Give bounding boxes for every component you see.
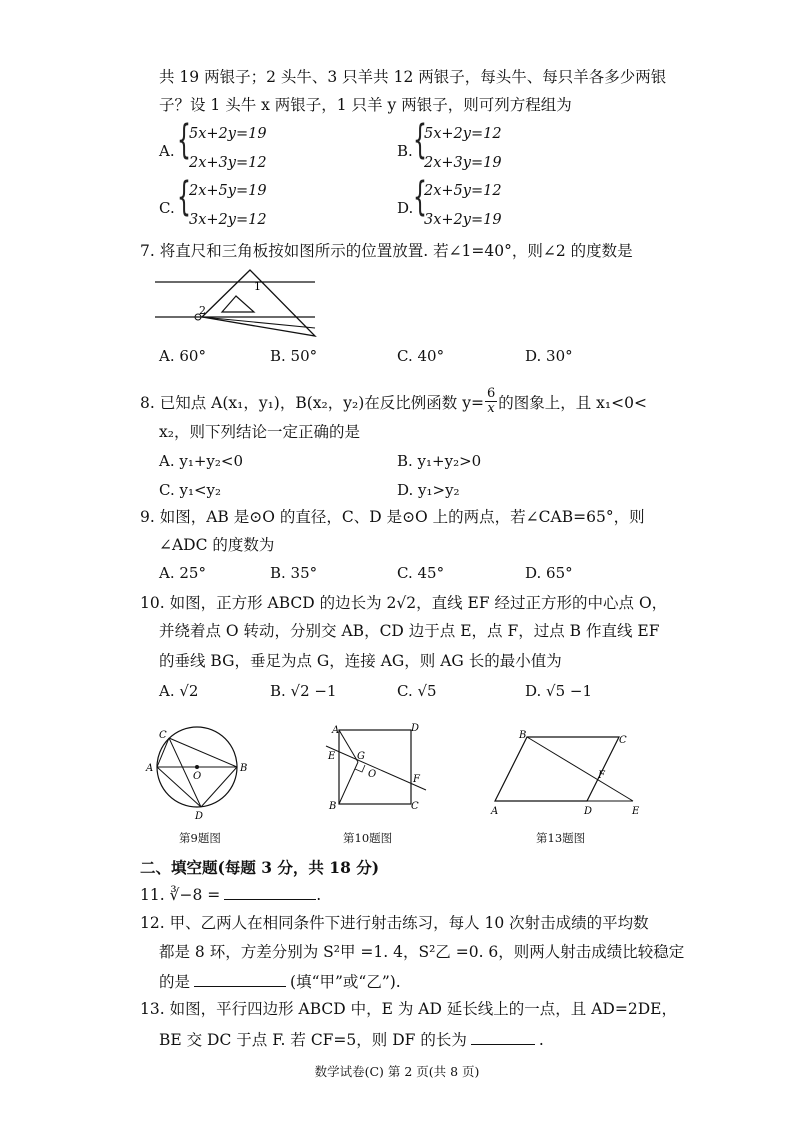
- label-d: D: [411, 723, 420, 734]
- q11-line: [140, 886, 321, 904]
- q9-line1: 9. 如图，AB 是⊙O 的直径，C、D 是⊙O 上的两点，若∠CAB=65°，则: [140, 508, 645, 526]
- label-c: C: [411, 801, 419, 812]
- q7-text: 7. 将直尺和三角板按如图所示的位置放置. 若∠1=40°，则∠2 的度数是: [140, 242, 633, 260]
- q11-prefix: 11.: [140, 886, 165, 904]
- q13-line2-start: BE 交 DC 于点 F. 若 CF=5，则 DF 的长为: [159, 1031, 467, 1049]
- square-abcd: [339, 730, 411, 804]
- equation-2: 2x+3y=19: [424, 155, 502, 171]
- label-f: F: [598, 770, 605, 781]
- inner-triangle: [222, 296, 254, 312]
- equation-2: 3x+2y=12: [189, 212, 267, 228]
- center-point: [195, 765, 199, 769]
- option-label: C.: [159, 199, 175, 217]
- q13-line2: [159, 1031, 544, 1049]
- equation-2: 2x+3y=12: [189, 155, 267, 171]
- equation-1: 5x+2y=12: [424, 126, 502, 142]
- fig9-caption: 第9题图: [179, 831, 221, 845]
- q13-answer-blank[interactable]: [471, 1031, 535, 1045]
- angle-2-label: 2: [199, 304, 206, 317]
- q12-line3-start: 的是: [159, 973, 191, 991]
- q6-line1: 共 19 两银子；2 头牛、3 只羊共 12 两银子，每头牛、每只羊各多少两银: [159, 68, 667, 86]
- q10-option-c: C. √5: [397, 682, 437, 700]
- label-e: E: [632, 806, 640, 817]
- label-b: B: [519, 730, 527, 741]
- parallelogram-abcd: [495, 737, 619, 801]
- label-b: B: [240, 763, 248, 774]
- q12-line1: 12. 甲、乙两人在相同条件下进行射击练习，每人 10 次射击成绩的平均数: [140, 914, 649, 932]
- section2-title: 二、填空题(每题 3 分，共 18 分): [140, 858, 380, 877]
- segment-bg: [339, 762, 358, 804]
- q10-line2: 并绕着点 O 转动，分别交 AB，CD 边于点 E，点 F，过点 B 作直线 EF: [159, 622, 660, 640]
- q8-text-b: 的图象上，且 x₁<0<: [498, 393, 647, 412]
- q8-line1: [140, 386, 647, 419]
- label-d: D: [195, 811, 204, 821]
- label-c: C: [159, 730, 167, 741]
- label-a: A: [491, 806, 499, 817]
- q10-option-d: D. √5 −1: [525, 682, 593, 700]
- angle-1-label: 1: [254, 280, 261, 293]
- q8-option-d: D. y₁>y₂: [397, 481, 460, 499]
- equation-1: 2x+5y=12: [424, 183, 502, 199]
- q11-suffix: .: [316, 886, 322, 904]
- q10-option-a: A. √2: [159, 682, 199, 700]
- equation-1: 2x+5y=19: [189, 183, 267, 199]
- q8-fraction: [485, 387, 497, 417]
- fraction-numerator: 6: [486, 386, 496, 401]
- label-o: O: [368, 769, 377, 780]
- label-o: O: [193, 771, 202, 782]
- label-d: D: [584, 806, 593, 817]
- label-a: A: [332, 725, 340, 736]
- q8-option-c: C. y₁<y₂: [159, 481, 222, 499]
- option-label: A.: [159, 142, 175, 160]
- q9-option-a: A. 25°: [159, 564, 206, 582]
- q9-option-d: D. 65°: [525, 564, 573, 582]
- segment-be: [527, 737, 633, 801]
- fraction-denominator: x: [487, 401, 495, 417]
- q10-line3: 的垂线 BG，垂足为点 G，连接 AG，则 AG 长的最小值为: [159, 652, 562, 670]
- q13-line2-end: .: [538, 1031, 544, 1049]
- option-label: D.: [397, 199, 414, 217]
- q7-option-c: C. 40°: [397, 347, 445, 365]
- q7-option-b: B. 50°: [270, 347, 318, 365]
- q11-expression: ∛−8 =: [169, 886, 221, 904]
- segment-cb: [169, 738, 237, 767]
- q7-option-d: D. 30°: [525, 347, 573, 365]
- q7-option-a: A. 60°: [159, 347, 206, 365]
- page-footer: 数学试卷(C) 第 2 页(共 8 页): [314, 1064, 480, 1079]
- q10-line1: 10. 如图，正方形 ABCD 的边长为 2√2，直线 EF 经过正方形的中心点 O，: [140, 594, 668, 612]
- q8-line2: x₂，则下列结论一定正确的是: [159, 423, 360, 441]
- q9-option-c: C. 45°: [397, 564, 445, 582]
- q7-ruler-triangle-figure: [150, 266, 320, 342]
- fig10-caption: 第10题图: [343, 831, 393, 845]
- q12-answer-blank[interactable]: [194, 973, 286, 987]
- q12-line3: [159, 973, 401, 991]
- q8-option-b: B. y₁+y₂>0: [397, 452, 482, 470]
- segment-ag: [339, 730, 358, 762]
- q9-option-b: B. 35°: [270, 564, 318, 582]
- label-e: E: [328, 751, 336, 762]
- q11-answer-blank[interactable]: [224, 886, 316, 900]
- equation-2: 3x+2y=19: [424, 212, 502, 228]
- q10-option-b: B. √2 −1: [270, 682, 337, 700]
- q12-line2: 都是 8 环，方差分别为 S²甲 =1. 4，S²乙 =0. 6，则两人射击成绩比较稳定: [159, 943, 685, 961]
- q6-line2: 子？设 1 头牛 x 两银子，1 只羊 y 两银子，则可列方程组为: [159, 96, 572, 114]
- segment-ac: [157, 738, 169, 767]
- q9-line2: ∠ADC 的度数为: [159, 536, 275, 554]
- q13-line1: 13. 如图，平行四边形 ABCD 中，E 为 AD 延长线上的一点，且 AD=2DE，: [140, 1000, 677, 1018]
- label-c: C: [619, 735, 627, 746]
- option-label: B.: [397, 142, 413, 160]
- fig13-caption: 第13题图: [536, 831, 586, 845]
- fig9-circle-figure: [144, 725, 254, 821]
- q8-text-a: 8. 已知点 A(x₁，y₁)，B(x₂，y₂)在反比例函数 y=: [140, 393, 484, 412]
- equation-1: 5x+2y=19: [189, 126, 267, 142]
- label-f: F: [413, 774, 420, 785]
- label-a: A: [146, 763, 154, 774]
- q12-line3-end: (填“甲”或“乙”).: [290, 973, 401, 991]
- fig10-square-figure: [322, 718, 430, 816]
- label-g: G: [357, 751, 365, 762]
- label-b: B: [329, 801, 337, 812]
- fig13-parallelogram-figure: [488, 725, 648, 817]
- q8-option-a: A. y₁+y₂<0: [159, 452, 244, 470]
